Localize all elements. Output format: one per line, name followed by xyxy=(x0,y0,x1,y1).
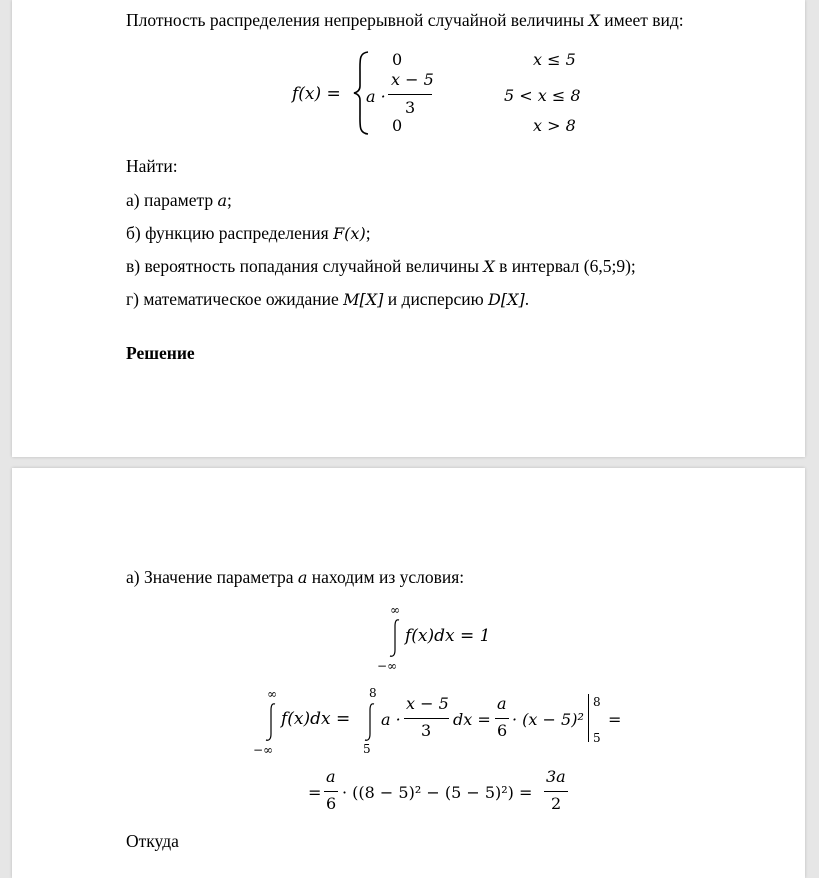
case3-value: 0 xyxy=(392,116,403,135)
item-c-mid: в интервал xyxy=(499,256,580,276)
eq2-dx: dx = xyxy=(453,710,491,729)
eq3-start: = xyxy=(308,783,322,802)
eq1-body: f(x)dx = 1 xyxy=(405,626,491,646)
item-c xyxy=(126,256,636,277)
item-c-var: X xyxy=(483,257,495,276)
item-b-var: F(x) xyxy=(333,224,366,243)
item-b-end: ; xyxy=(365,223,371,243)
case1-value: 0 xyxy=(392,50,403,69)
eq2-frac2-bar xyxy=(495,718,509,719)
item-d-var1: M[X] xyxy=(343,290,384,309)
eq1-upper-limit: ∞ xyxy=(390,603,400,617)
eq2-frac2-numerator: a xyxy=(497,694,507,713)
case2-condition: 5 < x ≤ 8 xyxy=(504,86,581,105)
item-c-end: ; xyxy=(630,256,636,276)
eq2-fraction-bar xyxy=(404,718,449,719)
item-c-interval: (6,5;9) xyxy=(583,256,631,276)
case2-fraction-bar xyxy=(388,94,432,95)
eq1-lower-limit: −∞ xyxy=(377,659,398,673)
eq3-frac-denominator: 6 xyxy=(326,794,337,813)
item-d-mid: и дисперсию xyxy=(387,289,484,309)
integral-sign-icon xyxy=(363,702,377,742)
item-d xyxy=(126,289,529,310)
eq3-result-denominator: 2 xyxy=(551,794,562,813)
eq2-denominator: 3 xyxy=(421,721,432,740)
item-d-text: г) математическое ожидание xyxy=(126,289,339,309)
whence-text: Откуда xyxy=(126,831,179,851)
eq2-lower-limit: −∞ xyxy=(253,743,274,757)
intro-variable: X xyxy=(588,11,600,30)
find-label: Найти: xyxy=(126,156,178,176)
item-a xyxy=(126,190,232,211)
eq2-upper-limit: ∞ xyxy=(267,687,277,701)
eq2-coefficient: a · xyxy=(381,710,401,729)
case3-condition: x > 8 xyxy=(533,116,576,135)
item-a-var: a xyxy=(217,191,227,210)
case2-denominator: 3 xyxy=(405,98,416,117)
integral-sign-icon xyxy=(388,618,402,658)
item-b xyxy=(126,223,371,244)
item-a-end: ; xyxy=(227,190,232,210)
function-lhs: f(x) = xyxy=(292,84,341,104)
intro-text: Плотность распределения непрерывной случайной величины xyxy=(126,10,585,30)
eq3-body: · ((8 − 5)² − (5 − 5)²) = xyxy=(342,783,533,802)
step-a-suffix: находим из условия: xyxy=(311,567,465,587)
case2-numerator: x − 5 xyxy=(391,70,434,89)
document-page-2 xyxy=(12,468,805,878)
eval-bar xyxy=(588,694,589,742)
item-c-text: в) вероятность попадания случайной величины xyxy=(126,256,480,276)
eq3-result-bar xyxy=(544,791,568,792)
eq3-fraction-bar xyxy=(324,791,338,792)
eq2-int2-upper: 8 xyxy=(369,686,377,700)
intro-suffix: имеет вид: xyxy=(604,10,684,30)
eq2-end: = xyxy=(608,710,622,729)
case1-condition: x ≤ 5 xyxy=(533,50,576,69)
eq3-frac-numerator: a xyxy=(326,767,336,786)
eq2-numerator: x − 5 xyxy=(406,694,449,713)
eq3-result-numerator: 3a xyxy=(546,767,566,786)
item-d-var2: D[X] xyxy=(488,290,525,309)
integral-sign-icon xyxy=(264,702,278,742)
item-a-text: а) параметр xyxy=(126,190,214,210)
problem-intro xyxy=(126,10,684,31)
step-a-text: а) Значение параметра xyxy=(126,567,294,587)
eq2-middle-term: · (x − 5)² xyxy=(512,710,584,729)
solution-heading: Решение xyxy=(126,343,195,363)
eq2-int2-lower: 5 xyxy=(363,742,371,756)
document-page-1 xyxy=(12,0,805,457)
case2-coefficient: a · xyxy=(366,87,386,106)
step-a-intro xyxy=(126,567,464,588)
eq2-lhs: f(x)dx = xyxy=(281,709,351,729)
eq2-frac2-denominator: 6 xyxy=(497,721,508,740)
item-b-text: б) функцию распределения xyxy=(126,223,329,243)
eq2-eval-upper: 8 xyxy=(593,695,601,709)
eq2-eval-lower: 5 xyxy=(593,731,601,745)
item-d-end: . xyxy=(524,289,530,309)
step-a-var: a xyxy=(297,568,308,587)
